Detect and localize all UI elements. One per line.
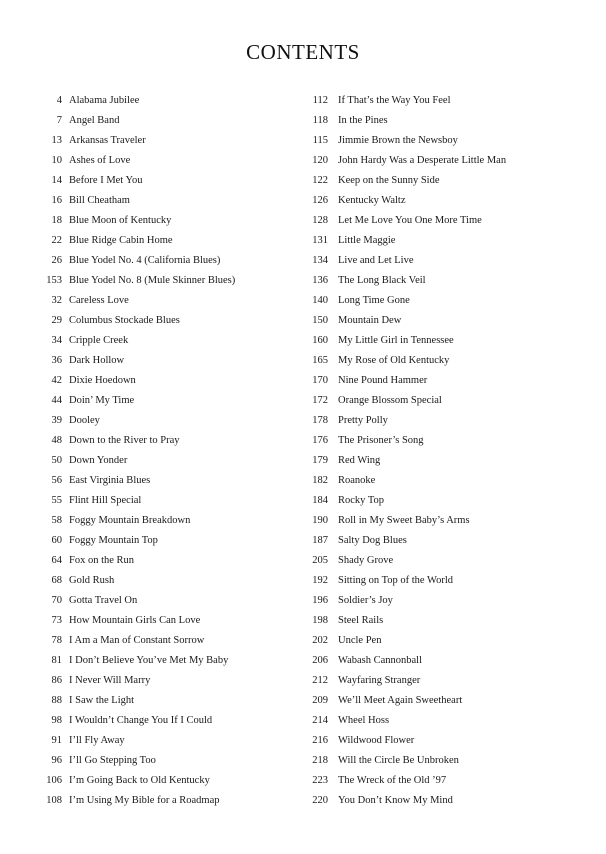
contents-entry [30,271,280,291]
song-title: Ashes of Love [69,155,131,166]
page-number: 42 [51,375,62,386]
contents-entry [299,91,589,111]
song-title: Careless Love [69,295,129,306]
contents-entry [30,191,280,211]
song-title: I’m Going Back to Old Kentucky [69,775,210,786]
contents-entry [30,471,280,491]
page-number: 212 [312,675,328,686]
page-number: 220 [312,795,328,806]
page-number: 202 [312,635,328,646]
contents-entry [299,391,589,411]
song-title: Wildwood Flower [338,735,415,746]
song-title: Blue Yodel No. 8 (Mule Skinner Blues) [69,275,236,286]
song-title: I Am a Man of Constant Sorrow [69,635,205,646]
song-title: The Long Black Veil [338,275,426,286]
song-title: I’ll Fly Away [69,735,125,746]
contents-entry [30,571,280,591]
song-title: Doin’ My Time [69,395,135,406]
song-title: Red Wing [338,455,381,466]
contents-entry [30,671,280,691]
page-number: 44 [51,395,62,406]
contents-entry [299,671,589,691]
page-number: 22 [51,235,62,246]
page-number: 106 [46,775,62,786]
page-number: 4 [56,95,62,106]
contents-entry [30,311,280,331]
page-number: 165 [312,355,328,366]
contents-entry [30,451,280,471]
contents-entry [299,251,589,271]
page-number: 176 [312,435,328,446]
song-title: In the Pines [338,115,388,126]
page-number: 206 [312,655,328,666]
song-title: My Rose of Old Kentucky [338,355,450,366]
contents-entry [299,611,589,631]
page-number: 34 [51,335,62,346]
song-title: Roll in My Sweet Baby’s Arms [338,515,470,526]
page-number: 134 [312,255,328,266]
page-number: 39 [51,415,62,426]
contents-entry [299,111,589,131]
page-number: 29 [51,315,62,326]
page-number: 14 [51,175,62,186]
page-number: 88 [51,695,62,706]
page-number: 18 [51,215,62,226]
song-title: Blue Ridge Cabin Home [69,235,173,246]
song-title: Wabash Cannonball [338,655,423,666]
contents-entry [299,771,589,791]
song-title: Jimmie Brown the Newsboy [338,135,458,146]
contents-entry [30,351,280,371]
contents-entry [299,471,589,491]
song-title: Will the Circle Be Unbroken [338,755,459,766]
contents-entry [30,211,280,231]
song-title: Angel Band [69,115,120,126]
song-title: Nine Pound Hammer [338,375,428,386]
song-title: Gold Rush [69,575,115,586]
contents-entry [30,331,280,351]
contents-entry [30,151,280,171]
song-title: Down to the River to Pray [69,435,180,446]
contents-entry [30,591,280,611]
song-title: Wheel Hoss [338,715,390,726]
contents-entry [30,551,280,571]
contents-entry [299,411,589,431]
song-title: Before I Met You [69,175,143,186]
song-title: Kentucky Waltz [338,195,406,206]
contents-entry [30,791,280,811]
page-number: 182 [312,475,328,486]
song-title: Cripple Creek [69,335,129,346]
page-number: 48 [51,435,62,446]
song-title: Down Yonder [69,455,128,466]
page-number: 56 [51,475,62,486]
contents-entry [30,371,280,391]
song-title: If That’s the Way You Feel [338,95,451,106]
contents-entry [30,291,280,311]
page-number: 120 [312,155,328,166]
contents-left-column [30,91,280,811]
page-number: 192 [312,575,328,586]
page-number: 198 [312,615,328,626]
contents-entry [30,711,280,731]
contents-entry [30,771,280,791]
song-title: Pretty Polly [338,415,388,426]
contents-entry [299,271,589,291]
contents-entry [30,411,280,431]
song-title: I Never Will Marry [69,675,151,686]
song-title: Sitting on Top of the World [338,575,453,586]
song-title: Let Me Love You One More Time [338,215,482,226]
page-number: 140 [312,295,328,306]
song-title: You Don’t Know My Mind [338,795,453,806]
page-number: 60 [51,535,62,546]
contents-entry [299,711,589,731]
song-title: We’ll Meet Again Sweetheart [338,695,463,706]
page-number: 160 [312,335,328,346]
page-number: 13 [51,135,62,146]
song-title: Uncle Pen [338,635,382,646]
page-number: 58 [51,515,62,526]
song-title: Bill Cheatham [69,195,130,206]
page-number: 131 [312,235,328,246]
contents-entry [30,531,280,551]
page-number: 190 [312,515,328,526]
page-number: 115 [312,135,328,146]
page-number: 50 [51,455,62,466]
contents-entry [299,791,589,811]
song-title: East Virginia Blues [69,475,151,486]
contents-entry [30,751,280,771]
page-number: 205 [312,555,328,566]
contents-entry [299,651,589,671]
song-title: John Hardy Was a Desperate Little Man [338,155,507,166]
song-title: Blue Yodel No. 4 (California Blues) [69,255,221,266]
page-number: 209 [312,695,328,706]
song-title: Flint Hill Special [69,495,142,506]
song-title: Dooley [69,415,100,426]
page-number: 126 [312,195,328,206]
song-title: Foggy Mountain Breakdown [69,515,191,526]
page-number: 81 [51,655,62,666]
contents-entry [30,611,280,631]
page-number: 153 [46,275,62,286]
page-number: 73 [51,615,62,626]
page-number: 118 [312,115,328,126]
song-title: Live and Let Live [338,255,414,266]
contents-entry [299,231,589,251]
contents-entry [299,451,589,471]
page-number: 96 [51,755,62,766]
page-number: 86 [51,675,62,686]
page-number: 68 [51,575,62,586]
page-number: 64 [51,555,62,566]
contents-entry [30,491,280,511]
page-number: 32 [51,295,62,306]
song-title: Columbus Stockade Blues [69,315,180,326]
song-title: I Don’t Believe You’ve Met My Baby [69,655,229,666]
page-number: 136 [312,275,328,286]
contents-entry [30,651,280,671]
page-number: 7 [56,115,62,126]
page-number: 196 [312,595,328,606]
page-number: 122 [312,175,328,186]
contents-entry [299,531,589,551]
song-title: Keep on the Sunny Side [338,175,440,186]
song-title: Steel Rails [338,615,384,626]
contents-entry [299,211,589,231]
song-title: The Wreck of the Old ’97 [338,775,447,786]
song-title: Salty Dog Blues [338,535,407,546]
contents-entry [299,551,589,571]
page-number: 179 [312,455,328,466]
page-number: 78 [51,635,62,646]
song-title: Mountain Dew [338,315,402,326]
song-title: Rocky Top [338,495,385,506]
contents-entry [299,731,589,751]
song-title: Gotta Travel On [69,595,138,606]
contents-entry [299,171,589,191]
contents-entry [299,371,589,391]
contents-entry [30,251,280,271]
contents-entry [299,631,589,651]
song-title: Foggy Mountain Top [69,535,158,546]
page-number: 10 [51,155,62,166]
contents-entry [30,631,280,651]
contents-entry [299,191,589,211]
contents-entry [30,511,280,531]
contents-entry [30,691,280,711]
page-number: 216 [312,735,328,746]
page-number: 150 [312,315,328,326]
page-number: 70 [51,595,62,606]
song-title: How Mountain Girls Can Love [69,615,201,626]
song-title: Little Maggie [338,235,396,246]
contents-entry [30,231,280,251]
contents-right-column [299,91,589,811]
page-number: 55 [51,495,62,506]
page-number: 16 [51,195,62,206]
song-title: Dixie Hoedown [69,375,136,386]
page-title: CONTENTS [246,40,360,64]
song-title: I’m Using My Bible for a Roadmap [69,795,220,806]
contents-entry [30,111,280,131]
song-title: Arkansas Traveler [69,135,146,146]
page-number: 91 [51,735,62,746]
page-number: 26 [51,255,62,266]
song-title: I Saw the Light [69,695,135,706]
page-number: 214 [312,715,328,726]
contents-entry [299,571,589,591]
song-title: My Little Girl in Tennessee [338,335,454,346]
song-title: Shady Grove [338,555,394,566]
contents-entry [299,431,589,451]
contents-entry [30,731,280,751]
contents-entry [30,391,280,411]
song-title: Long Time Gone [338,295,410,306]
page-number: 223 [312,775,328,786]
contents-entry [299,131,589,151]
page-number: 36 [51,355,62,366]
song-title: Alabama Jubilee [69,95,140,106]
page-number: 112 [312,95,328,106]
song-title: Roanoke [338,475,376,486]
contents-entry [30,131,280,151]
page-number: 98 [51,715,62,726]
song-title: The Prisoner’s Song [338,435,424,446]
page-number: 172 [312,395,328,406]
contents-entry [299,591,589,611]
contents-entry [299,151,589,171]
song-title: I Wouldn’t Change You If I Could [69,715,213,726]
page-number: 170 [312,375,328,386]
page-number: 108 [46,795,62,806]
contents-entry [299,331,589,351]
song-title: I’ll Go Stepping Too [69,755,156,766]
contents-entry [299,491,589,511]
song-title: Wayfaring Stranger [338,675,421,686]
contents-entry [299,291,589,311]
song-title: Soldier’s Joy [338,595,393,606]
contents-entry [30,431,280,451]
page-number: 218 [312,755,328,766]
page-number: 184 [312,495,328,506]
song-title: Dark Hollow [69,355,125,366]
contents-entry [30,91,280,111]
contents-entry [299,751,589,771]
page-number: 187 [312,535,328,546]
contents-entry [299,511,589,531]
page-number: 128 [312,215,328,226]
contents-entry [299,351,589,371]
contents-entry [30,171,280,191]
contents-entry [299,311,589,331]
song-title: Orange Blossom Special [338,395,442,406]
song-title: Fox on the Run [69,555,135,566]
song-title: Blue Moon of Kentucky [69,215,172,226]
contents-entry [299,691,589,711]
page-number: 178 [312,415,328,426]
